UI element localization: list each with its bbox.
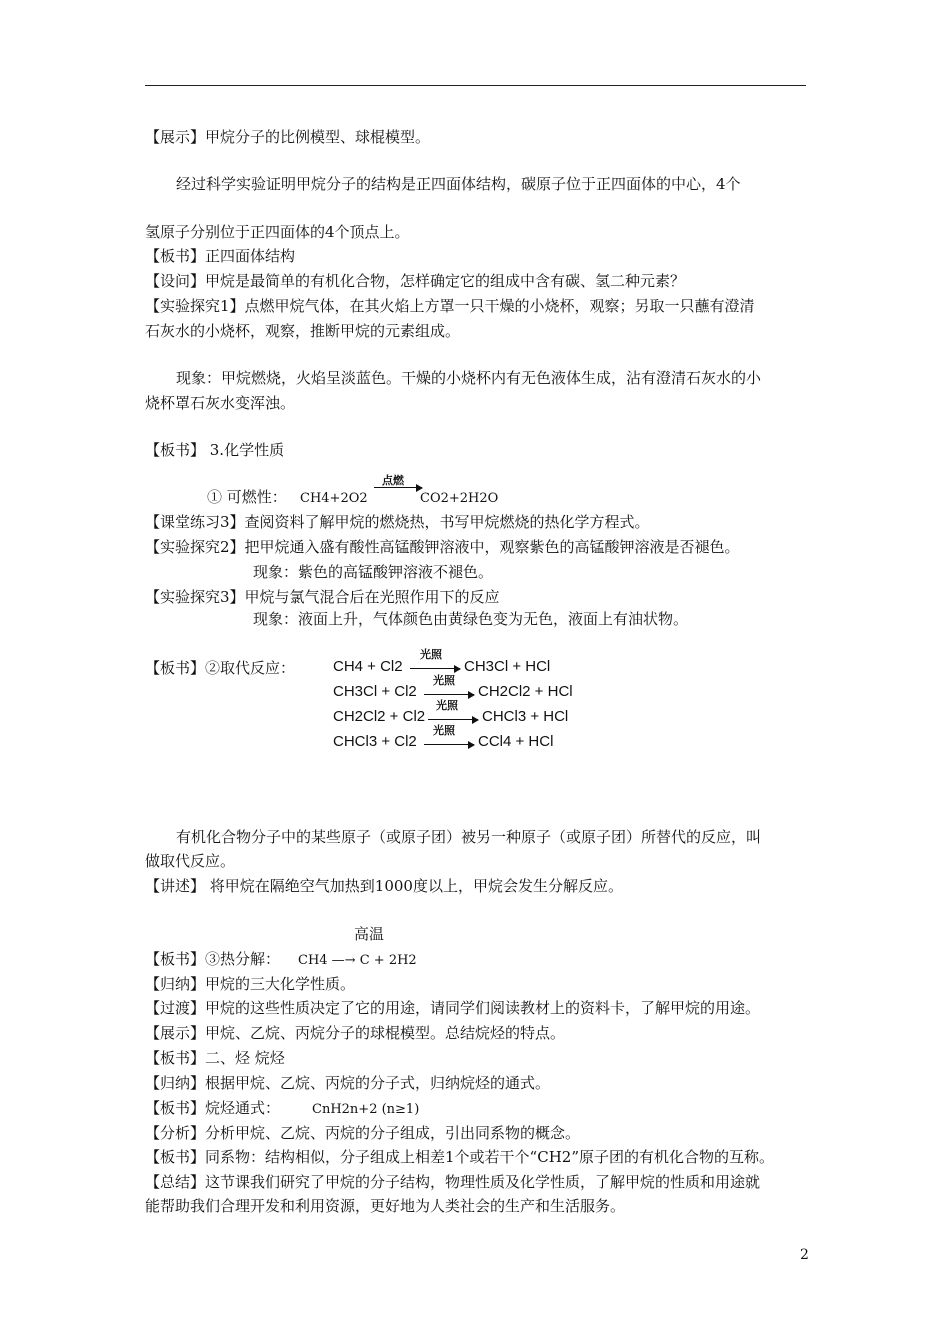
line-experiment-1-cont: 石灰水的小烧杯，观察，推断甲烷的元素组成。 xyxy=(145,322,461,340)
header-rule xyxy=(145,85,806,86)
line-board-chemical-props: 【板书】 3.化学性质 xyxy=(145,441,285,459)
line-transition: 【过渡】甲烷的这些性质决定了它的用途，请同学们阅读教材上的资料卡，了解甲烷的用途。 xyxy=(145,999,761,1017)
line-board-general-formula: 【板书】烷烃通式： xyxy=(145,1099,281,1117)
reaction-3-arrow xyxy=(428,719,478,720)
combustion-products: CO2+2H2O xyxy=(420,491,499,506)
line-phenomenon-1: 现象：甲烷燃烧，火焰呈淡蓝色。干燥的小烧杯内有无色液体生成，沾有澄清石灰水的小 xyxy=(176,369,762,387)
reaction-2-arrow xyxy=(424,694,474,695)
line-board-homologues: 【板书】同系物：结构相似，分子组成上相差1个或若干个“CH2”原子团的有机化合物的互称。 xyxy=(145,1148,774,1166)
line-summary-three-props: 【归纳】甲烷的三大化学性质。 xyxy=(145,975,356,993)
combustion-arrow xyxy=(374,487,422,488)
combustion-reactants: CH4+2O2 xyxy=(300,491,368,506)
reaction-1-left: CH4 + Cl2 xyxy=(333,658,403,675)
page-number: 2 xyxy=(800,1247,809,1263)
alkane-general-formula: CnH2n+2 (n≥1) xyxy=(312,1102,420,1117)
line-structure-proof: 经过科学实验证明甲烷分子的结构是正四面体结构，碳原子位于正四面体的中心，4个 xyxy=(176,175,741,193)
line-board-decomposition: 【板书】③热分解： xyxy=(145,950,281,968)
line-question: 【设问】甲烷是最简单的有机化合物，怎样确定它的组成中含有碳、氢二种元素？ xyxy=(145,272,686,290)
line-combustibility-label: ① 可燃性： xyxy=(207,488,287,506)
line-conclusion-cont: 能帮助我们合理开发和利用资源，更好地为人类社会的生产和生活服务。 xyxy=(145,1197,626,1215)
line-phenomenon-3: 现象：液面上升，气体颜色由黄绿色变为无色，液面上有油状物。 xyxy=(253,610,689,628)
reaction-2-condition: 光照 xyxy=(433,674,455,687)
reaction-2-right: CH2Cl2 + HCl xyxy=(478,683,573,700)
reaction-4-left: CHCl3 + Cl2 xyxy=(333,733,417,750)
line-exercise-3: 【课堂练习3】查阅资料了解甲烷的燃烧热，书写甲烷燃烧的热化学方程式。 xyxy=(145,513,650,531)
reaction-4-right: CCl4 + HCl xyxy=(478,733,554,750)
line-show-models: 【展示】甲烷分子的比例模型、球棍模型。 xyxy=(145,128,431,146)
reaction-1-condition: 光照 xyxy=(420,648,442,661)
reaction-3-condition: 光照 xyxy=(436,699,458,712)
line-board-alkanes: 【板书】二、烃 烷烃 xyxy=(145,1049,285,1067)
line-phenomenon-2: 现象：紫色的高锰酸钾溶液不褪色。 xyxy=(253,563,494,581)
line-summary-formula: 【归纳】根据甲烷、乙烷、丙烷的分子式，归纳烷烃的通式。 xyxy=(145,1074,551,1092)
line-experiment-1: 【实验探究1】点燃甲烷气体，在其火焰上方罩一只干燥的小烧杯，观察；另取一只蘸有澄清 xyxy=(145,297,755,315)
reaction-4-condition: 光照 xyxy=(433,724,455,737)
line-analysis: 【分析】分析甲烷、乙烷、丙烷的分子组成，引出同系物的概念。 xyxy=(145,1124,581,1142)
line-conclusion: 【总结】这节课我们研究了甲烷的分子结构，物理性质及化学性质，了解甲烷的性质和用途就 xyxy=(145,1173,761,1191)
reaction-4-arrow xyxy=(424,744,474,745)
decomposition-condition: 高温 xyxy=(354,925,385,943)
line-substitution-definition: 有机化合物分子中的某些原子（或原子团）被另一种原子（或原子团）所替代的反应，叫 xyxy=(176,828,762,846)
reaction-1-arrow xyxy=(410,668,460,669)
line-structure-proof-cont: 氢原子分别位于正四面体的4个顶点上。 xyxy=(145,223,410,241)
line-show-ball-stick: 【展示】甲烷、乙烷、丙烷分子的球棍模型。总结烷烃的特点。 xyxy=(145,1024,566,1042)
line-board-substitution: 【板书】②取代反应： xyxy=(145,659,296,677)
reaction-1-right: CH3Cl + HCl xyxy=(464,658,551,675)
reaction-3-right: CHCl3 + HCl xyxy=(482,708,569,725)
line-experiment-2: 【实验探究2】把甲烷通入盛有酸性高锰酸钾溶液中，观察紫色的高锰酸钾溶液是否褪色。 xyxy=(145,538,740,556)
combustion-condition: 点燃 xyxy=(382,474,404,487)
line-board-tetrahedron: 【板书】正四面体结构 xyxy=(145,247,296,265)
line-narration-decomposition: 【讲述】 将甲烷在隔绝空气加热到1000度以上，甲烷会发生分解反应。 xyxy=(145,877,623,895)
reaction-3-left: CH2Cl2 + Cl2 xyxy=(333,708,426,725)
reaction-2-left: CH3Cl + Cl2 xyxy=(333,683,417,700)
line-experiment-3: 【实验探究3】甲烷与氯气混合后在光照作用下的反应 xyxy=(145,588,500,606)
line-substitution-definition-cont: 做取代反应。 xyxy=(145,852,236,870)
line-phenomenon-1-cont: 烧杯罩石灰水变浑浊。 xyxy=(145,394,296,412)
decomposition-equation: CH4 —→ C + 2H2 xyxy=(298,953,417,968)
